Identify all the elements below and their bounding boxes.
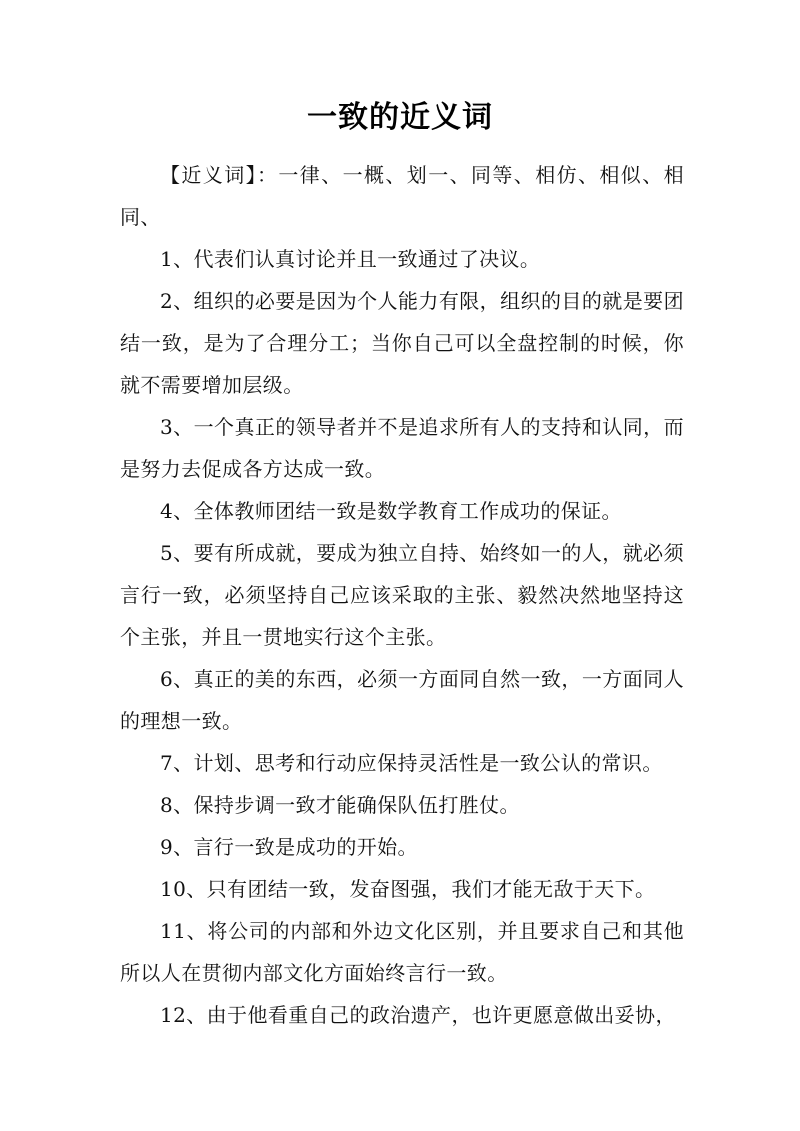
document-body <box>120 154 684 1036</box>
example-sentence-9: 9、言行一致是成功的开始。 <box>160 835 418 859</box>
example-sentence-5: 5、要有所成就，要成为独立自持、始终如一的人，就必须言行一致，必须坚持自己应该采取的主张、毅然决然地坚持这个主张，并且一贯地实行这个主张。 <box>120 541 684 649</box>
example-sentence-7: 7、计划、思考和行动应保持灵活性是一致公认的常识。 <box>160 751 663 775</box>
example-sentence-3: 3、一个真正的领导者并不是追求所有人的支持和认同，而是努力去促成各方达成一致。 <box>120 415 684 481</box>
example-sentence-1: 1、代表们认真讨论并且一致通过了决议。 <box>160 247 541 271</box>
example-sentence-11: 11、将公司的内部和外边文化区别，并且要求自己和其他所以人在贯彻内部文化方面始终言行一致。 <box>120 919 684 985</box>
example-sentence-6: 6、真正的美的东西，必须一方面同自然一致，一方面同人的理想一致。 <box>120 667 684 733</box>
example-sentence-4: 4、全体教师团结一致是数学教育工作成功的保证。 <box>160 499 622 523</box>
example-sentence-12: 12、由于他看重自己的政治遗产，也许更愿意做出妥协， <box>160 1003 676 1027</box>
example-sentence-8: 8、保持步调一致才能确保队伍打胜仗。 <box>160 793 520 817</box>
page-title: 一致的近义词 <box>307 100 493 135</box>
example-sentence-2: 2、组织的必要是因为个人能力有限，组织的目的就是要团结一致，是为了合理分工；当你自己可以全盘控制的时候，你就不需要增加层级。 <box>120 289 684 397</box>
example-sentence-10: 10、只有团结一致，发奋图强，我们才能无敌于天下。 <box>160 877 656 901</box>
synonyms-paragraph: 【近义词】：一律、一概、划一、同等、相仿、相似、相同、 <box>120 163 684 229</box>
